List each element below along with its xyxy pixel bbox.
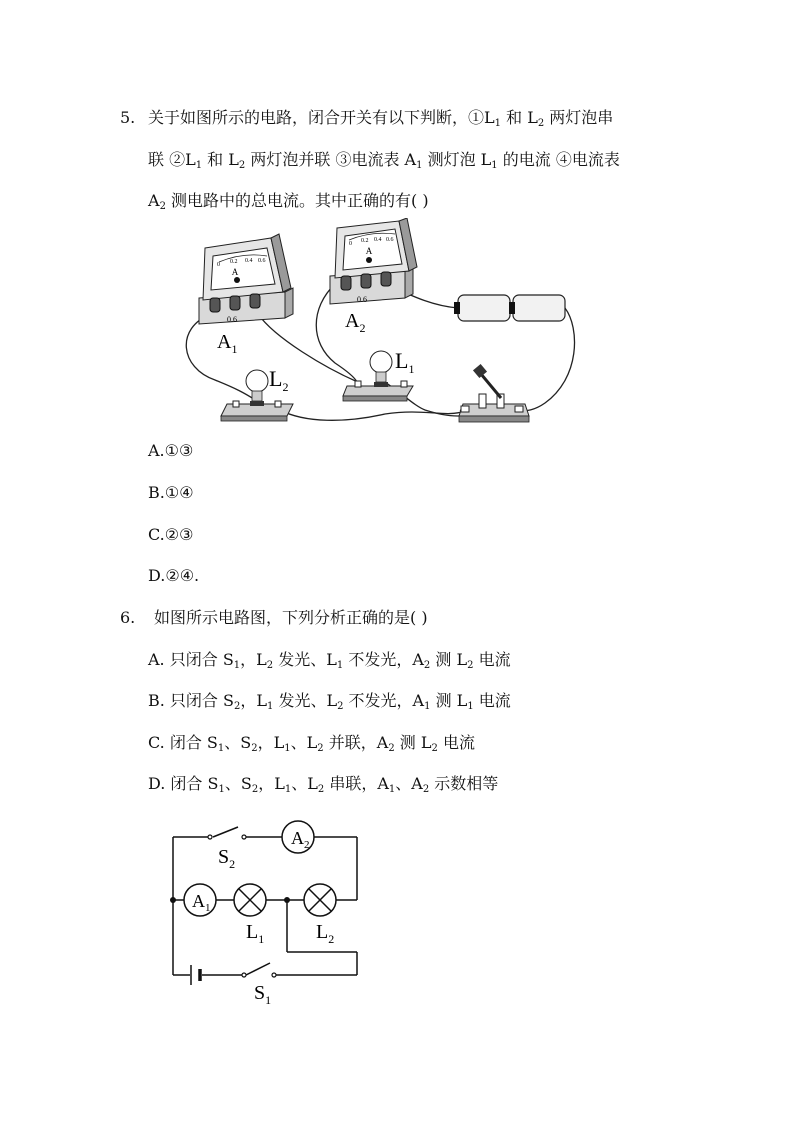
- switch-s1-blade: [246, 963, 270, 975]
- subscript: 2: [537, 118, 545, 129]
- q5-stem-text: 的电流 ④电流表: [497, 150, 620, 169]
- q6-number: 6.: [120, 608, 136, 627]
- label-a2: $A_2$: [345, 310, 366, 335]
- option-text: ②④.: [165, 566, 200, 585]
- label-a1: $A_1$: [217, 331, 238, 356]
- q5-stem-text: A: [148, 191, 160, 210]
- q6-option-b: B. 只闭合 $S_2$，$L_1$ 发光、$L_2$ 不发光，$A_1$ 测 $L_1$ 电流: [148, 691, 511, 712]
- q5-circuit-figure: [175, 218, 585, 430]
- subscript: 2: [238, 160, 246, 171]
- option-text: ①③: [164, 441, 194, 460]
- meter-letter: A: [231, 267, 239, 277]
- meter-scale-2: 0.4: [374, 237, 382, 243]
- label-a2: $A_2$: [291, 828, 310, 851]
- subscript: 1: [416, 160, 423, 171]
- q5-stem-text: 测电路中的总电流。其中正确的有( ): [165, 191, 429, 210]
- option-label: D.: [148, 566, 166, 585]
- wire: [280, 410, 465, 420]
- subscript: 1: [494, 118, 502, 129]
- q6-option-d: D. 闭合 $S_1$、$S_2$，$L_1$、$L_2$ 串联，$A_1$、$A_2$ 示数相等: [148, 774, 499, 795]
- q5-number: 5.: [120, 108, 136, 127]
- label-s1: $S_1$: [254, 982, 272, 1007]
- knife-switch: [459, 364, 529, 422]
- meter-scale-2: 0.4: [245, 258, 253, 264]
- option-label: C.: [148, 525, 165, 544]
- meter-scale-1: 0.2: [361, 238, 369, 244]
- option-text: ①④: [164, 483, 194, 502]
- q5-stem-text: 两灯泡并联 ③电流表 A: [245, 150, 417, 169]
- subscript: 2: [159, 201, 166, 212]
- q5-stem-line3: [148, 191, 429, 211]
- switch-s2-blade: [213, 827, 238, 837]
- lamp-l1-symbol: [234, 884, 266, 916]
- q6-circuit-diagram: [160, 815, 370, 1010]
- q5-stem-text: 两灯泡串: [544, 108, 614, 127]
- q5-option-b: [148, 483, 194, 503]
- q6-option-c: C. 闭合 $S_1$、$S_2$，$L_1$、$L_2$ 并联，$A_2$ 测 $L_2$ 电流: [148, 733, 475, 754]
- meter-scale-3: 0.6: [386, 237, 394, 243]
- q6-option-a: A. 只闭合 $S_1$，$L_2$ 发光、$L_1$ 不发光，$A_2$ 测 $L_2$ 电流: [148, 650, 511, 671]
- option-label: A.: [148, 441, 165, 460]
- wire: [186, 314, 260, 403]
- q5-stem-text: 测灯泡 L: [422, 150, 492, 169]
- meter-scale-1: 0.2: [230, 259, 238, 265]
- q5-option-a: [148, 441, 193, 461]
- label-l1: $L_1$: [246, 921, 265, 946]
- q6-stem: 如图所示电路图，下列分析正确的是( ): [154, 608, 428, 627]
- meter-scale-3: 0.6: [258, 258, 266, 264]
- subscript: 1: [491, 160, 498, 171]
- q5-stem-text: 和 L: [202, 150, 239, 169]
- lamp-l2-symbol: [304, 884, 336, 916]
- wire: [520, 308, 575, 411]
- subscript: 1: [195, 160, 203, 171]
- q5-option-d: [148, 566, 199, 586]
- meter-letter: A: [365, 246, 373, 256]
- q5-option-c: [148, 525, 193, 545]
- label-l2: $L_2$: [316, 921, 335, 946]
- label-s2: $S_2$: [218, 846, 236, 871]
- q5-stem-text: 关于如图所示的电路，闭合开关有以下判断，①L: [148, 108, 495, 127]
- q5-stem-text: 联 ②L: [148, 150, 196, 169]
- label-a1: $A_1$: [192, 891, 211, 914]
- meter-scale-0: 0: [217, 262, 220, 268]
- battery-pack: [454, 295, 565, 321]
- meter-terminal-label: 0.6: [357, 295, 367, 304]
- meter-scale-0: 0: [349, 241, 352, 247]
- meter-terminal-label: 0.6: [227, 315, 237, 324]
- q5-stem-text: 和 L: [501, 108, 538, 127]
- ammeter-a1: [199, 234, 293, 324]
- label-l1: $L_1$: [395, 348, 415, 376]
- q5-stem-line1: [148, 108, 613, 128]
- ammeter-a2: [330, 218, 417, 304]
- label-l2: $L_2$: [269, 366, 289, 394]
- option-label: B.: [148, 483, 165, 502]
- option-text: ②③: [164, 525, 194, 544]
- q5-stem-line2: [148, 150, 620, 170]
